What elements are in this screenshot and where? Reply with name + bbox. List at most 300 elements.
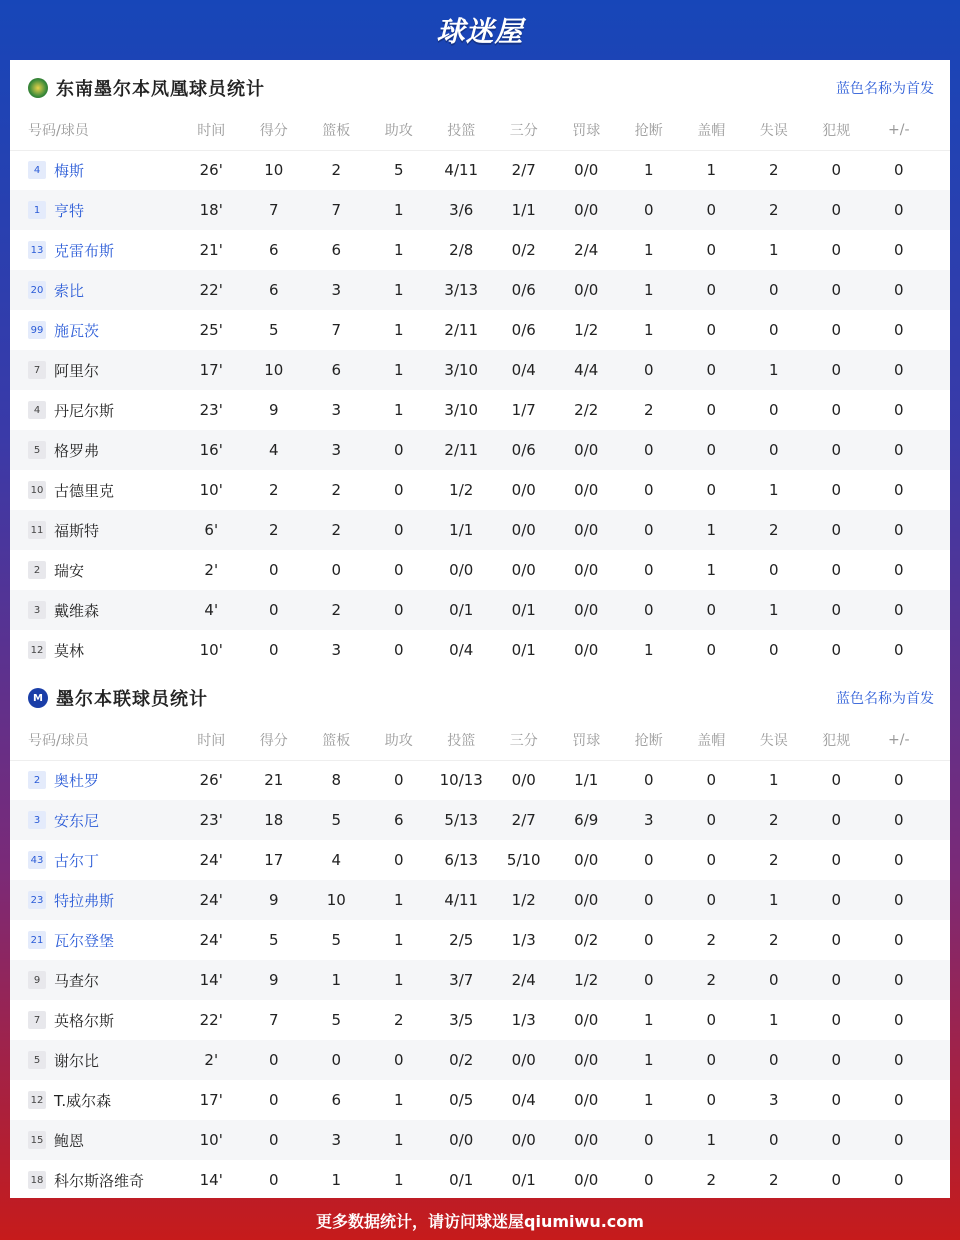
player-name[interactable]: 安东尼 xyxy=(54,811,100,830)
stat-cell: 0/1 xyxy=(511,1171,536,1189)
jersey-number: 3 xyxy=(28,811,46,829)
stat-cell: 0 xyxy=(643,1131,654,1149)
stat-cell: 0 xyxy=(268,561,279,579)
stat-cell: 18 xyxy=(264,811,284,829)
stat-cell: 0 xyxy=(831,931,842,949)
stat-cell: 2 xyxy=(768,851,779,869)
stat-cell: 1 xyxy=(331,971,342,989)
stat-cell: 0 xyxy=(643,771,654,789)
jersey-number: 4 xyxy=(28,161,46,179)
player-name[interactable]: 英格尔斯 xyxy=(54,1011,115,1030)
player-name[interactable]: 格罗弗 xyxy=(54,441,100,460)
player-row[interactable] xyxy=(10,800,950,840)
stat-cell: 4/11 xyxy=(444,891,479,909)
stat-cell: 23' xyxy=(199,401,223,419)
stat-cell: 2' xyxy=(204,561,219,579)
stat-cell: 0/1 xyxy=(449,1171,474,1189)
stat-cell: 0 xyxy=(893,771,904,789)
stat-cell: 0 xyxy=(706,1011,717,1029)
stat-cell: 0/0 xyxy=(574,1051,599,1069)
player-row[interactable] xyxy=(10,960,950,1000)
column-header: 犯规 xyxy=(822,123,851,139)
stat-cell: 0 xyxy=(831,1171,842,1189)
stat-cell: 1 xyxy=(393,891,404,909)
player-name[interactable]: 鲍恩 xyxy=(54,1131,85,1150)
player-name[interactable]: 特拉弗斯 xyxy=(54,891,115,910)
stat-cell: 0 xyxy=(706,241,717,259)
stat-cell: 23' xyxy=(199,811,223,829)
stat-cell: 3/10 xyxy=(444,361,479,379)
stat-cell: 0/6 xyxy=(511,281,536,299)
stat-cell: 0 xyxy=(893,321,904,339)
stat-cell: 0/2 xyxy=(511,241,536,259)
stat-cell: 10/13 xyxy=(439,771,483,789)
stat-cell: 4' xyxy=(204,601,219,619)
stat-cell: 2 xyxy=(331,601,342,619)
stat-cell: 9 xyxy=(268,401,279,419)
stat-cell: 4 xyxy=(331,851,342,869)
jersey-number: 7 xyxy=(28,1011,46,1029)
stat-cell: 6 xyxy=(393,811,404,829)
player-cell xyxy=(10,480,180,501)
player-name[interactable]: 古德里克 xyxy=(54,481,115,500)
stat-cell: 3/6 xyxy=(449,201,474,219)
stat-cell: 1 xyxy=(393,241,404,259)
stat-cell: 0 xyxy=(831,641,842,659)
stat-cell: 0 xyxy=(768,401,779,419)
player-row[interactable] xyxy=(10,310,950,350)
team-section-header xyxy=(10,670,950,726)
player-row[interactable] xyxy=(10,630,950,670)
stat-cell: 1/7 xyxy=(511,401,536,419)
column-header: 投篮 xyxy=(447,123,476,139)
stat-cell: 0/1 xyxy=(511,601,536,619)
stat-cell: 0/4 xyxy=(511,361,536,379)
player-row[interactable] xyxy=(10,470,950,510)
stat-cell: 0 xyxy=(831,401,842,419)
stat-cell: 9 xyxy=(268,891,279,909)
player-name[interactable]: 阿里尔 xyxy=(54,361,100,380)
player-name[interactable]: 莫林 xyxy=(54,641,85,660)
stat-cell: 1 xyxy=(706,1131,717,1149)
stat-cell: 2/11 xyxy=(444,321,479,339)
stat-cell: 0 xyxy=(643,201,654,219)
stat-cell: 2 xyxy=(768,201,779,219)
stat-cell: 0/0 xyxy=(574,481,599,499)
stat-cell: 0/0 xyxy=(574,891,599,909)
stat-cell: 5 xyxy=(268,931,279,949)
stat-cell: 6 xyxy=(331,361,342,379)
stat-cell: 0 xyxy=(893,1051,904,1069)
player-row[interactable] xyxy=(10,590,950,630)
player-row[interactable] xyxy=(10,1160,950,1200)
table-header-row xyxy=(10,720,950,761)
player-row[interactable] xyxy=(10,1080,950,1120)
stat-cell: 0 xyxy=(893,281,904,299)
stat-cell: 2/7 xyxy=(511,811,536,829)
stat-cell: 0 xyxy=(268,1091,279,1109)
stat-cell: 0 xyxy=(643,971,654,989)
stat-cell: 0 xyxy=(706,641,717,659)
stat-cell: 0 xyxy=(893,561,904,579)
stat-cell: 2 xyxy=(706,931,717,949)
stat-cell: 0 xyxy=(831,1091,842,1109)
stat-cell: 17 xyxy=(264,851,284,869)
stat-cell: 1 xyxy=(768,241,779,259)
brand-logo: 球迷屋 xyxy=(436,15,524,48)
stat-cell: 0/0 xyxy=(449,1131,474,1149)
player-cell xyxy=(10,1090,180,1111)
stat-cell: 10 xyxy=(326,891,346,909)
stat-cell: 2/4 xyxy=(511,971,536,989)
stat-cell: 0 xyxy=(768,281,779,299)
stat-cell: 22' xyxy=(199,281,223,299)
stat-cell: 0 xyxy=(768,971,779,989)
stat-cell: 0 xyxy=(268,1131,279,1149)
stat-cell: 2 xyxy=(706,1171,717,1189)
stat-cell: 1/1 xyxy=(449,521,474,539)
stat-cell: 3 xyxy=(331,1131,342,1149)
stat-cell: 0 xyxy=(706,851,717,869)
jersey-number: 3 xyxy=(28,601,46,619)
stat-cell: 0 xyxy=(643,931,654,949)
stat-cell: 1/2 xyxy=(511,891,536,909)
stat-cell: 0 xyxy=(268,1051,279,1069)
stat-cell: 0/0 xyxy=(574,281,599,299)
column-header: 助攻 xyxy=(384,123,413,139)
jersey-number: 5 xyxy=(28,1051,46,1069)
player-cell xyxy=(10,850,180,871)
stat-cell: 0 xyxy=(831,561,842,579)
stat-cell: 1 xyxy=(393,1091,404,1109)
stat-cell: 0 xyxy=(831,321,842,339)
stat-cell: 0 xyxy=(706,361,717,379)
stat-cell: 0/0 xyxy=(511,1051,536,1069)
player-name[interactable]: 索比 xyxy=(54,281,85,300)
player-cell xyxy=(10,160,180,181)
player-row[interactable] xyxy=(10,190,950,230)
jersey-number: 2 xyxy=(28,561,46,579)
player-row[interactable] xyxy=(10,350,950,390)
stat-cell: 0 xyxy=(831,241,842,259)
stat-cell: 0 xyxy=(268,1171,279,1189)
stat-cell: 0 xyxy=(893,1171,904,1189)
column-header: 失误 xyxy=(759,123,788,139)
stat-cell: 0 xyxy=(893,811,904,829)
jersey-number: 13 xyxy=(28,241,46,259)
stat-cell: 21' xyxy=(199,241,223,259)
stat-cell: 0 xyxy=(706,401,717,419)
stat-cell: 0 xyxy=(706,1051,717,1069)
stat-cell: 0/4 xyxy=(449,641,474,659)
stat-cell: 0 xyxy=(831,1131,842,1149)
jersey-number: 2 xyxy=(28,771,46,789)
stat-cell: 26' xyxy=(199,771,223,789)
column-header: 时间 xyxy=(197,733,226,749)
player-name[interactable]: 科尔斯洛维奇 xyxy=(54,1171,145,1190)
player-name[interactable]: 谢尔比 xyxy=(54,1051,100,1070)
stat-cell: 0 xyxy=(831,601,842,619)
stat-cell: 1 xyxy=(768,771,779,789)
player-row[interactable] xyxy=(10,920,950,960)
stat-cell: 2 xyxy=(768,161,779,179)
player-cell xyxy=(10,600,180,621)
stat-cell: 0 xyxy=(331,561,342,579)
player-name[interactable]: 古尔丁 xyxy=(54,851,100,870)
player-name[interactable]: 奥杜罗 xyxy=(54,771,100,790)
jersey-number: 1 xyxy=(28,201,46,219)
stat-cell: 0 xyxy=(643,361,654,379)
stat-cell: 0/0 xyxy=(511,481,536,499)
stat-cell: 2' xyxy=(204,1051,219,1069)
player-row[interactable] xyxy=(10,760,950,800)
stat-cell: 0 xyxy=(643,441,654,459)
stat-cell: 0/1 xyxy=(511,641,536,659)
player-name[interactable]: 戴维森 xyxy=(54,601,100,620)
player-row[interactable] xyxy=(10,270,950,310)
player-name[interactable]: 马查尔 xyxy=(54,971,100,990)
stat-cell: 26' xyxy=(199,161,223,179)
stat-cell: 6 xyxy=(268,281,279,299)
stat-cell: 1 xyxy=(768,1011,779,1029)
stat-cell: 0 xyxy=(831,281,842,299)
stat-cell: 3/5 xyxy=(449,1011,474,1029)
jersey-number: 18 xyxy=(28,1171,46,1189)
stat-cell: 25' xyxy=(199,321,223,339)
jersey-number: 43 xyxy=(28,851,46,869)
stat-cell: 0 xyxy=(893,481,904,499)
player-cell xyxy=(10,810,180,831)
jersey-number: 20 xyxy=(28,281,46,299)
stat-cell: 1 xyxy=(331,1171,342,1189)
jersey-number: 21 xyxy=(28,931,46,949)
stat-cell: 0 xyxy=(831,201,842,219)
stat-cell: 2 xyxy=(768,521,779,539)
stat-cell: 0 xyxy=(643,1171,654,1189)
stat-cell: 0/0 xyxy=(511,521,536,539)
stat-cell: 0 xyxy=(643,561,654,579)
stat-cell: 17' xyxy=(199,1091,223,1109)
player-row[interactable] xyxy=(10,880,950,920)
stat-cell: 1/1 xyxy=(574,771,599,789)
stat-cell: 2/2 xyxy=(574,401,599,419)
stat-cell: 10' xyxy=(199,641,223,659)
stat-cell: 4/4 xyxy=(574,361,599,379)
player-name[interactable]: 施瓦茨 xyxy=(54,321,100,340)
stat-cell: 2 xyxy=(268,481,279,499)
stat-cell: 2 xyxy=(768,811,779,829)
stat-cell: 0 xyxy=(831,891,842,909)
player-row[interactable] xyxy=(10,150,950,190)
stat-cell: 1 xyxy=(393,971,404,989)
stat-cell: 1 xyxy=(768,891,779,909)
stat-cell: 6 xyxy=(331,1091,342,1109)
stat-cell: 0/0 xyxy=(574,561,599,579)
stat-cell: 5/13 xyxy=(444,811,479,829)
player-row[interactable] xyxy=(10,230,950,270)
player-cell xyxy=(10,520,180,541)
stat-cell: 0 xyxy=(893,641,904,659)
stat-cell: 3 xyxy=(331,641,342,659)
stat-cell: 1 xyxy=(643,241,654,259)
player-name[interactable]: 瓦尔登堡 xyxy=(54,931,115,950)
stat-cell: 2 xyxy=(768,931,779,949)
stat-cell: 6/9 xyxy=(574,811,599,829)
stat-cell: 0/0 xyxy=(511,1131,536,1149)
jersey-number: 99 xyxy=(28,321,46,339)
stat-cell: 6 xyxy=(331,241,342,259)
stat-cell: 3 xyxy=(768,1091,779,1109)
team-logo-icon: M xyxy=(28,688,48,708)
stat-cell: 0 xyxy=(893,201,904,219)
player-name[interactable]: 福斯特 xyxy=(54,521,100,540)
stat-cell: 3 xyxy=(331,281,342,299)
player-row[interactable] xyxy=(10,430,950,470)
stat-cell: 1 xyxy=(393,401,404,419)
column-header: 号码/球员 xyxy=(28,733,89,749)
stat-cell: 0 xyxy=(831,521,842,539)
player-row[interactable] xyxy=(10,1000,950,1040)
stat-cell: 5 xyxy=(393,161,404,179)
stat-cell: 6 xyxy=(268,241,279,259)
stat-cell: 1 xyxy=(393,361,404,379)
player-name[interactable]: 丹尼尔斯 xyxy=(54,401,115,420)
player-cell xyxy=(10,1010,180,1031)
stat-cell: 3/10 xyxy=(444,401,479,419)
column-header: 三分 xyxy=(509,123,538,139)
stat-cell: 0 xyxy=(643,601,654,619)
stat-cell: 1/1 xyxy=(511,201,536,219)
stat-cell: 24' xyxy=(199,931,223,949)
column-header: 罚球 xyxy=(572,123,601,139)
column-header: 时间 xyxy=(197,123,226,139)
stat-cell: 1 xyxy=(393,931,404,949)
stat-cell: 0/0 xyxy=(574,521,599,539)
stat-cell: 1 xyxy=(393,281,404,299)
stat-cell: 1/2 xyxy=(574,971,599,989)
stat-cell: 0 xyxy=(393,481,404,499)
stat-cell: 6/13 xyxy=(444,851,479,869)
column-header: 失误 xyxy=(759,733,788,749)
column-header: +/- xyxy=(888,732,910,748)
player-name[interactable]: 克雷布斯 xyxy=(54,241,115,260)
stat-cell: 3 xyxy=(331,441,342,459)
player-name[interactable]: 瑞安 xyxy=(54,561,85,580)
player-cell xyxy=(10,560,180,581)
stat-cell: 0/0 xyxy=(574,601,599,619)
stat-cell: 1 xyxy=(768,361,779,379)
stat-cell: 0 xyxy=(768,441,779,459)
player-name[interactable]: 亨特 xyxy=(54,201,85,220)
stat-cell: 7 xyxy=(331,201,342,219)
stat-cell: 2/7 xyxy=(511,161,536,179)
player-row[interactable] xyxy=(10,390,950,430)
column-header: +/- xyxy=(888,122,910,138)
stat-cell: 0 xyxy=(831,971,842,989)
stat-cell: 1 xyxy=(393,201,404,219)
stat-cell: 0 xyxy=(393,441,404,459)
player-row[interactable] xyxy=(10,1120,950,1160)
stat-cell: 0 xyxy=(643,521,654,539)
stat-cell: 10' xyxy=(199,1131,223,1149)
stat-cell: 0/0 xyxy=(574,441,599,459)
stat-cell: 0 xyxy=(768,321,779,339)
stat-cell: 0/0 xyxy=(574,851,599,869)
column-header: 得分 xyxy=(259,733,288,749)
stat-cell: 3 xyxy=(331,401,342,419)
jersey-number: 11 xyxy=(28,521,46,539)
stat-cell: 17' xyxy=(199,361,223,379)
stat-cell: 0 xyxy=(268,601,279,619)
stat-cell: 1 xyxy=(768,481,779,499)
player-row[interactable] xyxy=(10,840,950,880)
team-section-header xyxy=(10,60,950,116)
player-row[interactable] xyxy=(10,550,950,590)
stat-cell: 3/13 xyxy=(444,281,479,299)
player-name[interactable]: T.威尔森 xyxy=(54,1091,112,1110)
team-title: 东南墨尔本凤凰球员统计 xyxy=(56,79,265,100)
stat-cell: 8 xyxy=(331,771,342,789)
player-cell xyxy=(10,360,180,381)
stat-cell: 7 xyxy=(268,201,279,219)
stat-cell: 1 xyxy=(706,161,717,179)
stat-cell: 3/7 xyxy=(449,971,474,989)
column-header: 投篮 xyxy=(447,733,476,749)
stat-cell: 2 xyxy=(393,1011,404,1029)
player-cell xyxy=(10,280,180,301)
stat-cell: 9 xyxy=(268,971,279,989)
column-header: 罚球 xyxy=(572,733,601,749)
stat-cell: 1/2 xyxy=(449,481,474,499)
stat-cell: 0 xyxy=(831,441,842,459)
stat-cell: 1 xyxy=(643,281,654,299)
stat-cell: 0 xyxy=(706,201,717,219)
stat-cell: 0 xyxy=(706,441,717,459)
stat-cell: 5 xyxy=(331,1011,342,1029)
stat-cell: 2 xyxy=(643,401,654,419)
player-name[interactable]: 梅斯 xyxy=(54,161,85,180)
player-cell xyxy=(10,930,180,951)
stat-cell: 0 xyxy=(893,441,904,459)
stat-cell: 0 xyxy=(893,241,904,259)
player-row[interactable] xyxy=(10,510,950,550)
stat-cell: 1 xyxy=(643,321,654,339)
player-row[interactable] xyxy=(10,1040,950,1080)
stat-cell: 5/10 xyxy=(506,851,541,869)
stat-cell: 0/2 xyxy=(574,931,599,949)
jersey-number: 5 xyxy=(28,441,46,459)
player-cell xyxy=(10,1050,180,1071)
stat-cell: 0/4 xyxy=(511,1091,536,1109)
player-cell xyxy=(10,1130,180,1151)
stat-cell: 0 xyxy=(643,851,654,869)
stat-cell: 0/0 xyxy=(574,1131,599,1149)
column-header: 抢断 xyxy=(634,123,663,139)
stat-cell: 3 xyxy=(643,811,654,829)
jersey-number: 4 xyxy=(28,401,46,419)
jersey-number: 10 xyxy=(28,481,46,499)
stat-cell: 0 xyxy=(831,811,842,829)
stat-cell: 1 xyxy=(643,1091,654,1109)
stat-cell: 0 xyxy=(393,601,404,619)
stat-cell: 0/0 xyxy=(511,561,536,579)
stat-cell: 1 xyxy=(393,1131,404,1149)
jersey-number: 12 xyxy=(28,641,46,659)
starter-legend: 蓝色名称为首发 xyxy=(836,691,934,707)
column-header: 得分 xyxy=(259,123,288,139)
stat-cell: 2 xyxy=(331,521,342,539)
stats-panel xyxy=(10,60,950,1198)
